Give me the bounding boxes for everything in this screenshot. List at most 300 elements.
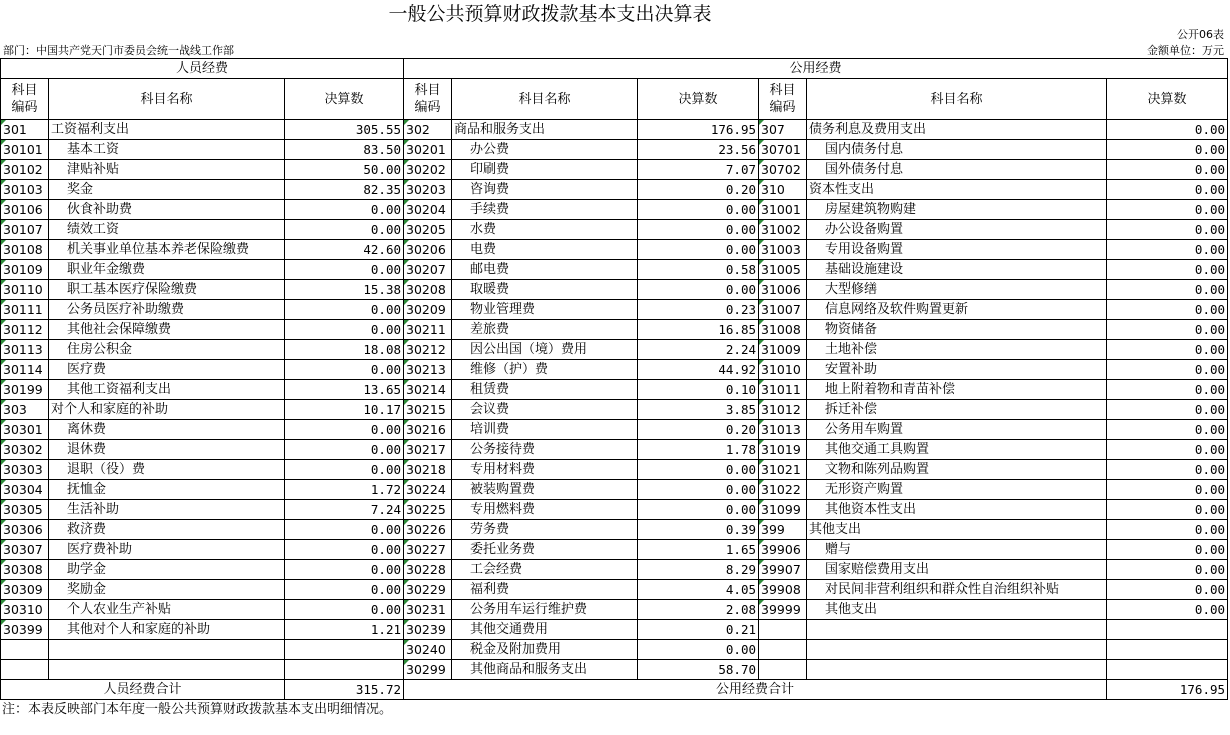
public-a-code-cell: 30216 (404, 420, 452, 440)
public-a-name-cell: 专用材料费 (452, 460, 638, 480)
expenditure-table (0, 58, 1228, 700)
public-b-code-cell: 39908 (759, 580, 807, 600)
public-a-name-cell: 委托业务费 (452, 540, 638, 560)
public-a-amount-cell: 0.00 (638, 640, 759, 660)
personnel-name-cell: 其他对个人和家庭的补助 (49, 620, 285, 640)
personnel-code-cell: 30309 (1, 580, 49, 600)
personnel-amount-cell: 0.00 (285, 460, 404, 480)
public-b-name-cell: 土地补偿 (807, 340, 1107, 360)
personnel-amount-cell: 0.00 (285, 540, 404, 560)
public-b-code-cell: 39906 (759, 540, 807, 560)
public-a-code-cell: 30224 (404, 480, 452, 500)
public-b-amount-cell: 0.00 (1107, 360, 1228, 380)
public-b-name-cell: 其他支出 (807, 520, 1107, 540)
public-a-amount-cell: 23.56 (638, 140, 759, 160)
public-b-amount-cell: 0.00 (1107, 240, 1228, 260)
public-a-amount-cell: 1.65 (638, 540, 759, 560)
public-b-name-cell: 公务用车购置 (807, 420, 1107, 440)
public-b-code-cell: 31002 (759, 220, 807, 240)
public-a-code-cell: 30209 (404, 300, 452, 320)
personnel-code-cell: 30310 (1, 600, 49, 620)
report-title: 一般公共预算财政拨款基本支出决算表 (388, 3, 712, 25)
table-row (1, 200, 1228, 220)
public-b-code-cell: 31008 (759, 320, 807, 340)
public-a-name-cell: 其他交通费用 (452, 620, 638, 640)
public-a-name-cell: 咨询费 (452, 180, 638, 200)
table-row (1, 400, 1228, 420)
public-b-code-cell (759, 660, 807, 680)
public-a-amount-cell: 0.00 (638, 460, 759, 480)
public-b-amount-cell: 0.00 (1107, 320, 1228, 340)
table-row (1, 500, 1228, 520)
personnel-code-cell: 30103 (1, 180, 49, 200)
personnel-code-cell: 30301 (1, 420, 49, 440)
public-b-amount-cell: 0.00 (1107, 560, 1228, 580)
public-b-code-cell: 31005 (759, 260, 807, 280)
personnel-code-cell: 30199 (1, 380, 49, 400)
personnel-amount-cell (285, 640, 404, 660)
table-row (1, 360, 1228, 380)
table-row (1, 660, 1228, 680)
public-a-amount-cell: 0.20 (638, 420, 759, 440)
public-a-code-cell: 30226 (404, 520, 452, 540)
personnel-section-header: 人员经费 (1, 59, 404, 79)
public-b-code-cell: 31007 (759, 300, 807, 320)
table-row (1, 380, 1228, 400)
personnel-amount-cell: 83.50 (285, 140, 404, 160)
public-b-amount-cell: 0.00 (1107, 400, 1228, 420)
public-a-code-cell: 302 (404, 120, 452, 140)
public-b-code-cell: 39999 (759, 600, 807, 620)
public-a-amount-cell: 0.39 (638, 520, 759, 540)
personnel-amount-cell: 82.35 (285, 180, 404, 200)
table-row (1, 240, 1228, 260)
public-b-name-cell: 物资储备 (807, 320, 1107, 340)
public-section-header: 公用经费 (404, 59, 1228, 79)
public-b-amount-cell: 0.00 (1107, 440, 1228, 460)
public-b-name-cell: 其他交通工具购置 (807, 440, 1107, 460)
public-a-amount-cell: 7.07 (638, 160, 759, 180)
public-a-name-cell: 印刷费 (452, 160, 638, 180)
public-a-code-cell: 30206 (404, 240, 452, 260)
public-a-code-cell: 30213 (404, 360, 452, 380)
public-a-code-cell: 30205 (404, 220, 452, 240)
personnel-name-cell: 个人农业生产补贴 (49, 600, 285, 620)
public-b-code-cell: 31022 (759, 480, 807, 500)
public-a-amount-cell: 0.20 (638, 180, 759, 200)
public-b-code-cell: 30702 (759, 160, 807, 180)
public-a-name-cell: 其他商品和服务支出 (452, 660, 638, 680)
public-a-amount-cell: 1.78 (638, 440, 759, 460)
public-a-code-cell: 30218 (404, 460, 452, 480)
public-a-code-cell: 30299 (404, 660, 452, 680)
personnel-code-cell: 30302 (1, 440, 49, 460)
personnel-name-cell: 救济费 (49, 520, 285, 540)
personnel-code-cell: 30108 (1, 240, 49, 260)
personnel-amount-cell: 0.00 (285, 200, 404, 220)
public-b-name-cell: 专用设备购置 (807, 240, 1107, 260)
public-b-amount-cell: 0.00 (1107, 260, 1228, 280)
personnel-name-cell: 伙食补助费 (49, 200, 285, 220)
personnel-name-cell: 其他工资福利支出 (49, 380, 285, 400)
personnel-amount-cell: 10.17 (285, 400, 404, 420)
personnel-code-cell: 30113 (1, 340, 49, 360)
name-column-header: 科目名称 (452, 79, 638, 120)
public-a-name-cell: 公务用车运行维护费 (452, 600, 638, 620)
public-b-name-cell: 文物和陈列品购置 (807, 460, 1107, 480)
public-a-amount-cell: 2.24 (638, 340, 759, 360)
public-a-name-cell: 电费 (452, 240, 638, 260)
public-a-amount-cell: 0.10 (638, 380, 759, 400)
personnel-code-cell: 30101 (1, 140, 49, 160)
personnel-name-cell: 公务员医疗补助缴费 (49, 300, 285, 320)
public-a-code-cell: 30204 (404, 200, 452, 220)
public-a-name-cell: 工会经费 (452, 560, 638, 580)
public-b-name-cell: 基础设施建设 (807, 260, 1107, 280)
public-b-code-cell (759, 620, 807, 640)
public-b-code-cell: 31012 (759, 400, 807, 420)
personnel-name-cell: 工资福利支出 (49, 120, 285, 140)
personnel-name-cell: 离休费 (49, 420, 285, 440)
personnel-amount-cell: 0.00 (285, 560, 404, 580)
public-a-name-cell: 公务接待费 (452, 440, 638, 460)
public-b-amount-cell: 0.00 (1107, 300, 1228, 320)
table-row (1, 600, 1228, 620)
personnel-amount-cell: 0.00 (285, 600, 404, 620)
public-b-name-cell: 债务利息及费用支出 (807, 120, 1107, 140)
personnel-amount-cell: 42.60 (285, 240, 404, 260)
personnel-code-cell (1, 640, 49, 660)
personnel-name-cell: 其他社会保障缴费 (49, 320, 285, 340)
personnel-amount-cell (285, 660, 404, 680)
personnel-name-cell: 职业年金缴费 (49, 260, 285, 280)
public-a-name-cell: 商品和服务支出 (452, 120, 638, 140)
personnel-name-cell: 退休费 (49, 440, 285, 460)
public-a-amount-cell: 176.95 (638, 120, 759, 140)
public-b-name-cell: 国家赔偿费用支出 (807, 560, 1107, 580)
public-b-name-cell: 大型修缮 (807, 280, 1107, 300)
public-b-name-cell (807, 620, 1107, 640)
personnel-code-cell: 303 (1, 400, 49, 420)
public-a-amount-cell: 0.21 (638, 620, 759, 640)
code-column-header: 科目 编码 (1, 79, 49, 120)
public-b-amount-cell: 0.00 (1107, 220, 1228, 240)
personnel-amount-cell: 18.08 (285, 340, 404, 360)
personnel-code-cell: 30307 (1, 540, 49, 560)
public-a-code-cell: 30231 (404, 600, 452, 620)
footnote: 注：本表反映部门本年度一般公共预算财政拨款基本支出明细情况。 (2, 702, 393, 717)
personnel-code-cell: 30399 (1, 620, 49, 640)
public-b-code-cell: 31021 (759, 460, 807, 480)
public-a-name-cell: 差旅费 (452, 320, 638, 340)
personnel-name-cell: 职工基本医疗保险缴费 (49, 280, 285, 300)
personnel-amount-cell: 0.00 (285, 420, 404, 440)
public-a-code-cell: 30228 (404, 560, 452, 580)
personnel-amount-cell: 0.00 (285, 440, 404, 460)
public-b-amount-cell: 0.00 (1107, 140, 1228, 160)
public-b-amount-cell (1107, 640, 1228, 660)
public-b-code-cell: 30701 (759, 140, 807, 160)
personnel-code-cell: 30305 (1, 500, 49, 520)
public-b-code-cell: 31001 (759, 200, 807, 220)
personnel-code-cell: 301 (1, 120, 49, 140)
public-b-amount-cell: 0.00 (1107, 600, 1228, 620)
public-b-name-cell: 资本性支出 (807, 180, 1107, 200)
public-a-name-cell: 办公费 (452, 140, 638, 160)
public-a-code-cell: 30225 (404, 500, 452, 520)
public-b-name-cell: 国外债务付息 (807, 160, 1107, 180)
public-b-code-cell: 31099 (759, 500, 807, 520)
public-b-name-cell: 办公设备购置 (807, 220, 1107, 240)
public-a-amount-cell: 8.29 (638, 560, 759, 580)
table-row (1, 260, 1228, 280)
public-a-code-cell: 30202 (404, 160, 452, 180)
public-b-code-cell (759, 640, 807, 660)
public-b-code-cell: 31010 (759, 360, 807, 380)
public-b-amount-cell: 0.00 (1107, 520, 1228, 540)
table-row (1, 160, 1228, 180)
public-a-name-cell: 租赁费 (452, 380, 638, 400)
public-a-name-cell: 劳务费 (452, 520, 638, 540)
public-b-amount-cell: 0.00 (1107, 380, 1228, 400)
public-a-name-cell: 因公出国（境）费用 (452, 340, 638, 360)
personnel-name-cell: 奖金 (49, 180, 285, 200)
public-a-name-cell: 物业管理费 (452, 300, 638, 320)
personnel-name-cell (49, 660, 285, 680)
personnel-amount-cell: 0.00 (285, 520, 404, 540)
personnel-code-cell: 30303 (1, 460, 49, 480)
table-row (1, 520, 1228, 540)
totals-row (1, 680, 1228, 700)
personnel-amount-cell: 0.00 (285, 320, 404, 340)
personnel-name-cell: 医疗费 (49, 360, 285, 380)
table-row (1, 480, 1228, 500)
public-b-name-cell: 拆迁补偿 (807, 400, 1107, 420)
public-a-name-cell: 税金及附加费用 (452, 640, 638, 660)
public-a-amount-cell: 0.00 (638, 280, 759, 300)
public-b-code-cell: 31006 (759, 280, 807, 300)
public-b-name-cell: 赠与 (807, 540, 1107, 560)
public-a-code-cell: 30229 (404, 580, 452, 600)
personnel-amount-cell: 1.21 (285, 620, 404, 640)
personnel-code-cell: 30111 (1, 300, 49, 320)
public-b-amount-cell (1107, 660, 1228, 680)
personnel-name-cell: 津贴补贴 (49, 160, 285, 180)
public-b-amount-cell: 0.00 (1107, 480, 1228, 500)
table-row (1, 140, 1228, 160)
name-column-header: 科目名称 (49, 79, 285, 120)
public-a-code-cell: 30211 (404, 320, 452, 340)
personnel-amount-cell: 0.00 (285, 580, 404, 600)
public-a-code-cell: 30239 (404, 620, 452, 640)
personnel-name-cell: 退职（役）费 (49, 460, 285, 480)
public-b-amount-cell: 0.00 (1107, 580, 1228, 600)
public-a-name-cell: 会议费 (452, 400, 638, 420)
public-a-amount-cell: 3.85 (638, 400, 759, 420)
personnel-name-cell: 绩效工资 (49, 220, 285, 240)
public-a-name-cell: 维修（护）费 (452, 360, 638, 380)
public-total-amount: 176.95 (1107, 680, 1228, 700)
public-a-code-cell: 30203 (404, 180, 452, 200)
public-b-code-cell: 307 (759, 120, 807, 140)
public-a-name-cell: 水费 (452, 220, 638, 240)
public-b-code-cell: 31011 (759, 380, 807, 400)
public-b-code-cell: 31009 (759, 340, 807, 360)
public-a-amount-cell: 0.00 (638, 240, 759, 260)
public-a-name-cell: 手续费 (452, 200, 638, 220)
public-b-name-cell (807, 660, 1107, 680)
personnel-total-amount: 315.72 (285, 680, 404, 700)
form-code: 公开06表 (1177, 28, 1224, 41)
public-a-code-cell: 30217 (404, 440, 452, 460)
personnel-amount-cell: 1.72 (285, 480, 404, 500)
personnel-total-label: 人员经费合计 (1, 680, 285, 700)
personnel-name-cell: 住房公积金 (49, 340, 285, 360)
public-b-name-cell: 房屋建筑物购建 (807, 200, 1107, 220)
public-b-amount-cell: 0.00 (1107, 540, 1228, 560)
public-b-code-cell: 310 (759, 180, 807, 200)
public-a-amount-cell: 58.70 (638, 660, 759, 680)
public-a-code-cell: 30214 (404, 380, 452, 400)
public-b-amount-cell: 0.00 (1107, 180, 1228, 200)
personnel-code-cell: 30109 (1, 260, 49, 280)
personnel-amount-cell: 0.00 (285, 360, 404, 380)
personnel-name-cell (49, 640, 285, 660)
personnel-amount-cell: 0.00 (285, 300, 404, 320)
personnel-name-cell: 医疗费补助 (49, 540, 285, 560)
public-b-name-cell: 国内债务付息 (807, 140, 1107, 160)
table-row (1, 420, 1228, 440)
personnel-amount-cell: 305.55 (285, 120, 404, 140)
personnel-name-cell: 基本工资 (49, 140, 285, 160)
public-a-code-cell: 30240 (404, 640, 452, 660)
table-row (1, 280, 1228, 300)
table-row (1, 300, 1228, 320)
public-b-name-cell: 其他资本性支出 (807, 500, 1107, 520)
public-b-amount-cell: 0.00 (1107, 280, 1228, 300)
public-a-code-cell: 30215 (404, 400, 452, 420)
department-label: 部门：中国共产党天门市委员会统一战线工作部 (3, 44, 234, 57)
public-a-name-cell: 福利费 (452, 580, 638, 600)
public-b-amount-cell: 0.00 (1107, 160, 1228, 180)
table-row (1, 620, 1228, 640)
personnel-name-cell: 机关事业单位基本养老保险缴费 (49, 240, 285, 260)
table-row (1, 320, 1228, 340)
public-b-amount-cell: 0.00 (1107, 120, 1228, 140)
public-a-amount-cell: 2.08 (638, 600, 759, 620)
public-a-amount-cell: 0.23 (638, 300, 759, 320)
public-b-name-cell (807, 640, 1107, 660)
personnel-code-cell: 30114 (1, 360, 49, 380)
public-b-code-cell: 31003 (759, 240, 807, 260)
public-a-amount-cell: 0.00 (638, 480, 759, 500)
public-b-code-cell: 39907 (759, 560, 807, 580)
personnel-name-cell: 奖励金 (49, 580, 285, 600)
public-a-name-cell: 专用燃料费 (452, 500, 638, 520)
personnel-code-cell: 30102 (1, 160, 49, 180)
personnel-code-cell: 30110 (1, 280, 49, 300)
table-row (1, 120, 1228, 140)
public-b-code-cell: 31019 (759, 440, 807, 460)
public-a-name-cell: 被装购置费 (452, 480, 638, 500)
table-row (1, 460, 1228, 480)
table-row (1, 640, 1228, 660)
public-a-name-cell: 邮电费 (452, 260, 638, 280)
code-column-header: 科目 编码 (404, 79, 452, 120)
personnel-amount-cell: 13.65 (285, 380, 404, 400)
public-a-amount-cell: 0.58 (638, 260, 759, 280)
amount-column-header: 决算数 (638, 79, 759, 120)
public-b-amount-cell: 0.00 (1107, 200, 1228, 220)
public-a-amount-cell: 44.92 (638, 360, 759, 380)
table-row (1, 180, 1228, 200)
public-b-code-cell: 399 (759, 520, 807, 540)
table-row (1, 580, 1228, 600)
public-a-amount-cell: 0.00 (638, 200, 759, 220)
public-b-name-cell: 无形资产购置 (807, 480, 1107, 500)
personnel-name-cell: 对个人和家庭的补助 (49, 400, 285, 420)
public-a-amount-cell: 0.00 (638, 220, 759, 240)
public-b-amount-cell: 0.00 (1107, 500, 1228, 520)
public-b-name-cell: 对民间非营利组织和群众性自治组织补贴 (807, 580, 1107, 600)
amount-column-header: 决算数 (1107, 79, 1228, 120)
table-row (1, 540, 1228, 560)
personnel-code-cell: 30106 (1, 200, 49, 220)
table-row (1, 440, 1228, 460)
public-b-amount-cell: 0.00 (1107, 460, 1228, 480)
personnel-code-cell: 30112 (1, 320, 49, 340)
public-a-amount-cell: 4.05 (638, 580, 759, 600)
personnel-code-cell: 30308 (1, 560, 49, 580)
public-a-amount-cell: 0.00 (638, 500, 759, 520)
public-a-code-cell: 30227 (404, 540, 452, 560)
public-b-amount-cell: 0.00 (1107, 420, 1228, 440)
personnel-amount-cell: 7.24 (285, 500, 404, 520)
personnel-name-cell: 助学金 (49, 560, 285, 580)
public-b-code-cell: 31013 (759, 420, 807, 440)
public-a-code-cell: 30208 (404, 280, 452, 300)
personnel-name-cell: 抚恤金 (49, 480, 285, 500)
public-a-code-cell: 30201 (404, 140, 452, 160)
public-b-name-cell: 信息网络及软件购置更新 (807, 300, 1107, 320)
public-a-code-cell: 30207 (404, 260, 452, 280)
public-b-name-cell: 地上附着物和青苗补偿 (807, 380, 1107, 400)
personnel-code-cell: 30107 (1, 220, 49, 240)
table-row (1, 560, 1228, 580)
public-b-amount-cell: 0.00 (1107, 340, 1228, 360)
personnel-code-cell: 30306 (1, 520, 49, 540)
public-total-label: 公用经费合计 (404, 680, 1107, 700)
personnel-amount-cell: 0.00 (285, 260, 404, 280)
public-b-amount-cell (1107, 620, 1228, 640)
name-column-header: 科目名称 (807, 79, 1107, 120)
personnel-amount-cell: 0.00 (285, 220, 404, 240)
table-row (1, 340, 1228, 360)
personnel-name-cell: 生活补助 (49, 500, 285, 520)
personnel-code-cell (1, 660, 49, 680)
amount-unit-label: 金额单位：万元 (1147, 44, 1224, 57)
public-b-name-cell: 安置补助 (807, 360, 1107, 380)
public-a-code-cell: 30212 (404, 340, 452, 360)
personnel-amount-cell: 50.00 (285, 160, 404, 180)
public-a-amount-cell: 16.85 (638, 320, 759, 340)
personnel-amount-cell: 15.38 (285, 280, 404, 300)
code-column-header: 科目 编码 (759, 79, 807, 120)
amount-column-header: 决算数 (285, 79, 404, 120)
public-a-name-cell: 培训费 (452, 420, 638, 440)
table-row (1, 220, 1228, 240)
personnel-code-cell: 30304 (1, 480, 49, 500)
